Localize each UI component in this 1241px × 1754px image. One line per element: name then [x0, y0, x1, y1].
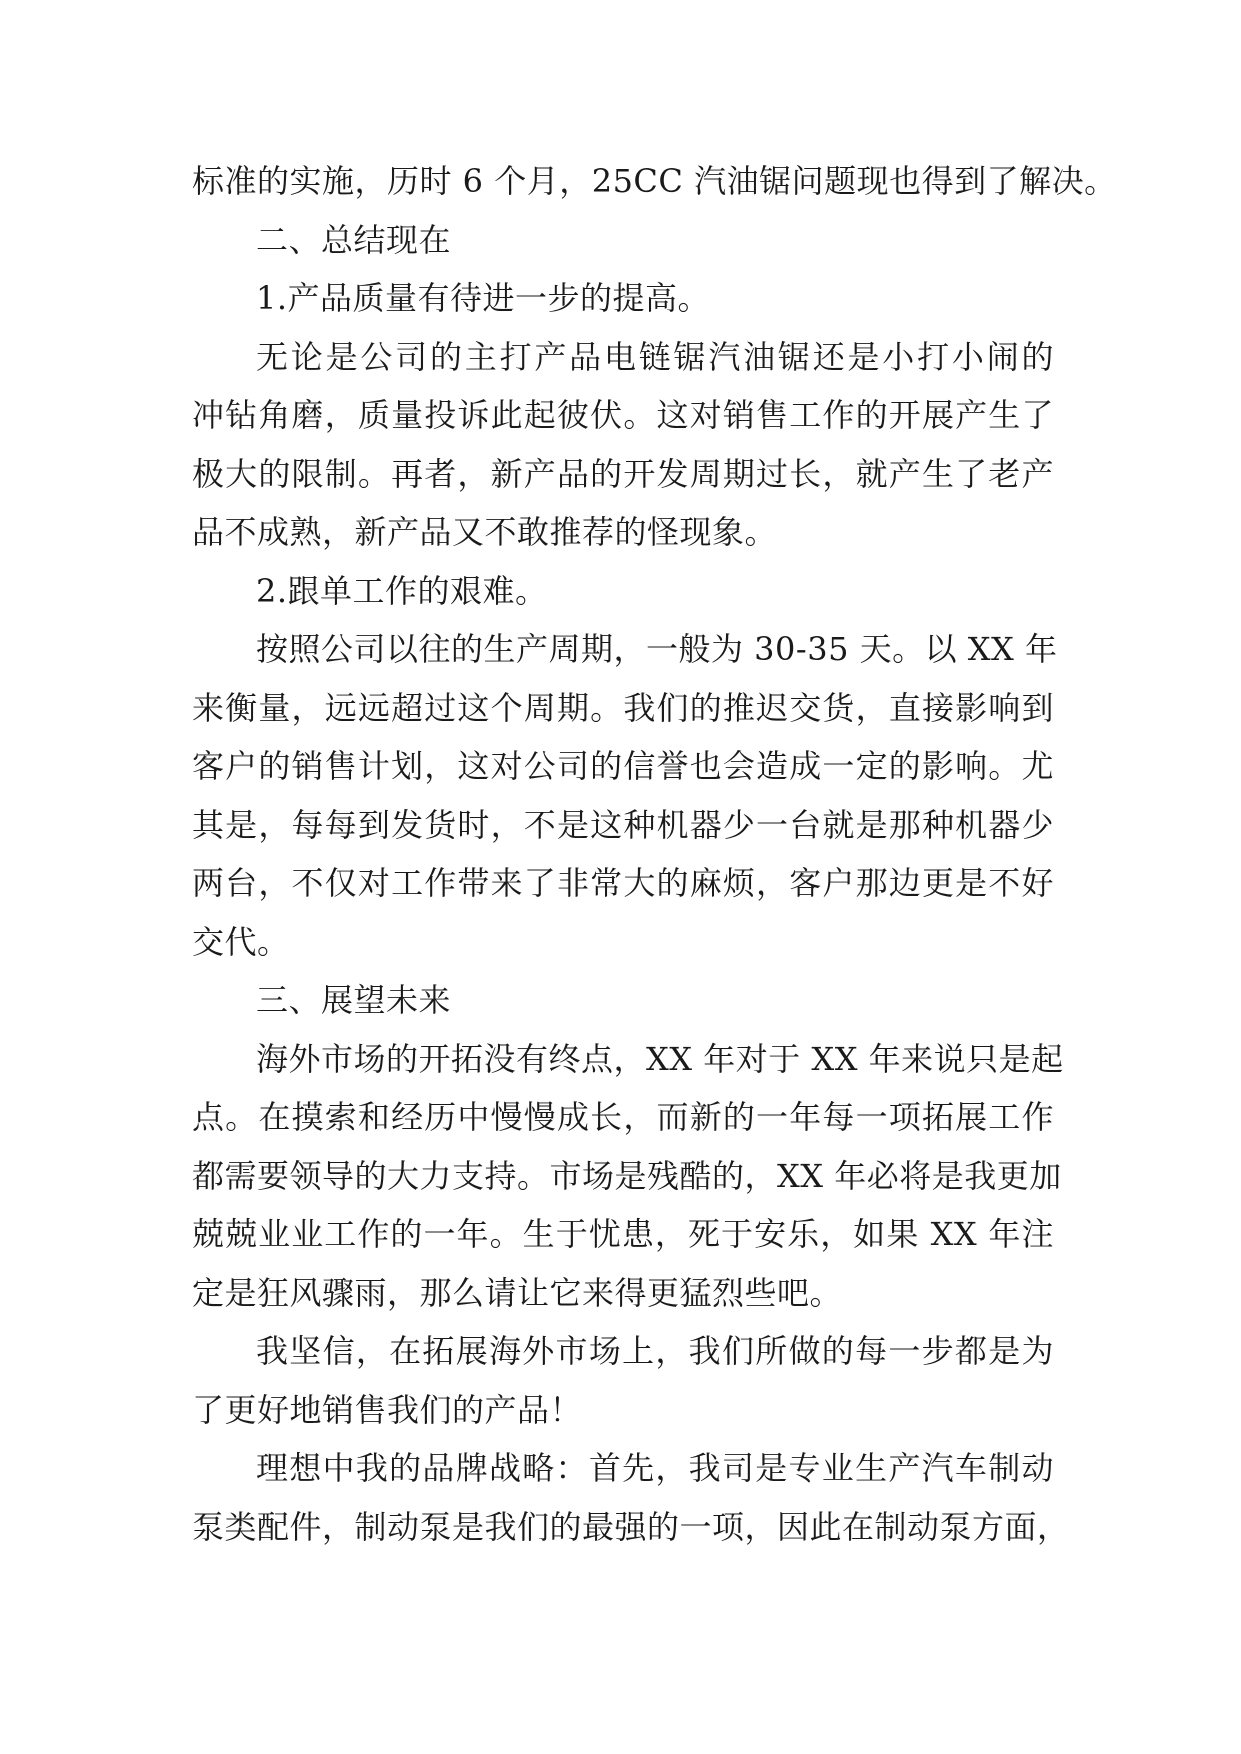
text-line: 定是狂风骤雨，那么请让它来得更猛烈些吧。: [192, 1273, 843, 1312]
section-heading: 二、总结现在: [256, 220, 452, 259]
text-line: 交代。: [192, 922, 290, 961]
section-heading: 三、展望未来: [256, 981, 452, 1019]
text-line: 来衡量，远远超过这个周期。我们的推迟交货，直接影响到: [192, 688, 1054, 727]
document-body: [192, 152, 1117, 1556]
text-line: 都需要领导的大力支持。市场是残酷的，XX 年必将是我更加: [192, 1156, 1062, 1195]
text-line: 两台，不仅对工作带来了非常大的麻烦，客户那边更是不好: [192, 864, 1054, 902]
text-line: 无论是公司的主打产品电链锯汽油锯还是小打小闹的: [256, 337, 1054, 376]
text-line: 海外市场的开拓没有终点，XX 年对于 XX 年来说只是起: [256, 1039, 1064, 1078]
text-line: 极大的限制。再者，新产品的开发周期过长，就产生了老产: [192, 454, 1054, 493]
text-line: 兢兢业业工作的一年。生于忧患，死于安乐，如果 XX 年注: [192, 1215, 1054, 1253]
subsection-heading: 2.跟单工作的艰难。: [256, 571, 548, 610]
text-line: 客户的销售计划，这对公司的信誉也会造成一定的影响。尤: [192, 747, 1054, 785]
text-line: 品不成熟，新产品又不敢推荐的怪现象。: [192, 513, 778, 551]
subsection-heading: 1.产品质量有待进一步的提高。: [256, 279, 711, 317]
text-line: 了更好地销售我们的产品！: [192, 1390, 583, 1429]
text-line: 按照公司以往的生产周期，一般为 30-35 天。以 XX 年: [256, 630, 1058, 668]
text-line: 理想中我的品牌战略：首先，我司是专业生产汽车制动: [256, 1449, 1054, 1487]
text-line: 我坚信，在拓展海外市场上，我们所做的每一步都是为: [256, 1332, 1054, 1370]
text-line: 冲钻角磨，质量投诉此起彼伏。这对销售工作的开展产生了: [192, 396, 1054, 434]
text-line: 泵类配件，制动泵是我们的最强的一项，因此在制动泵方面，: [192, 1507, 1070, 1546]
text-line: 点。在摸索和经历中慢慢成长，而新的一年每一项拓展工作: [192, 1098, 1054, 1136]
text-line: 其是，每每到发货时，不是这种机器少一台就是那种机器少: [192, 805, 1054, 844]
text-line: 标准的实施，历时 6 个月，25CC 汽油锯问题现也得到了解决。: [192, 162, 1117, 200]
